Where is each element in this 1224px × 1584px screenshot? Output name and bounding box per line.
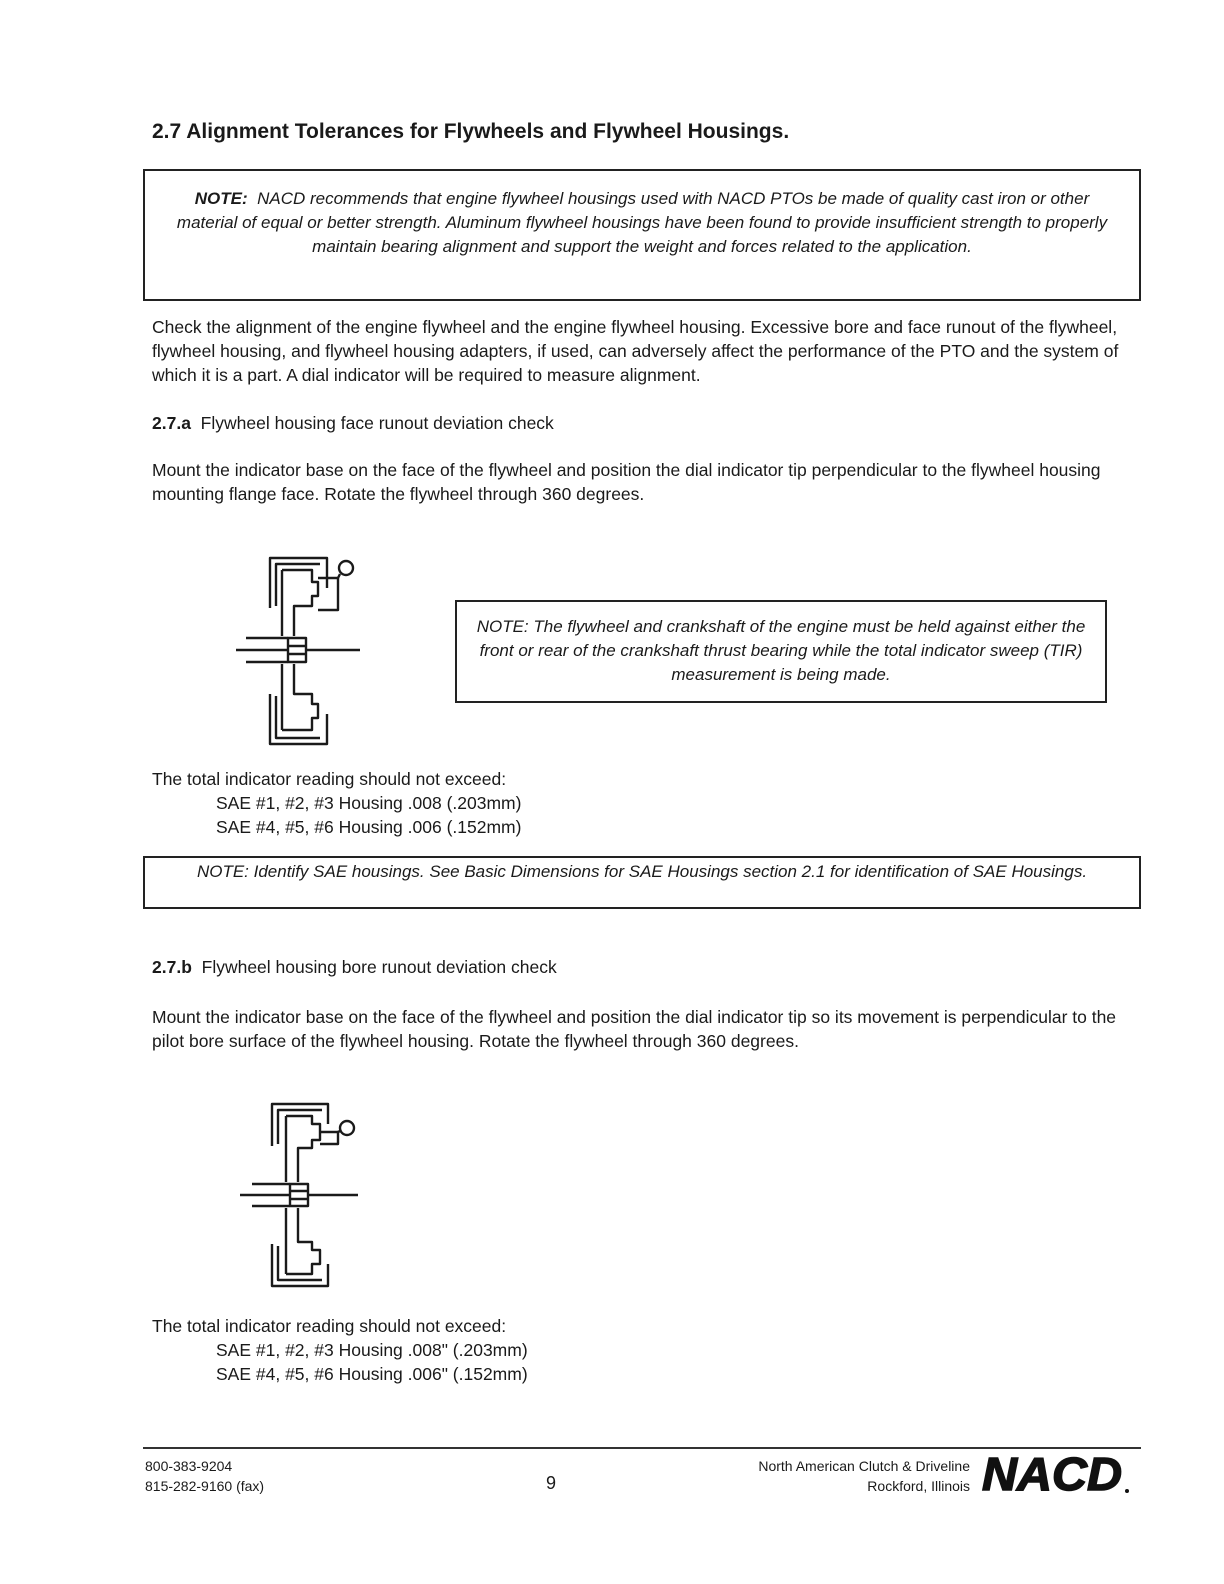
tir-b-intro: The total indicator reading should not exceed: (152, 1316, 507, 1336)
section-a-number: 2.7.a (152, 413, 191, 433)
crankshaft (236, 638, 360, 662)
dial-indicator-icon (320, 1121, 354, 1144)
nacd-logo (980, 1450, 1132, 1498)
section-b-heading (152, 955, 557, 979)
note-sae-box: NOTE: Identify SAE housings. See Basic Dimensions for SAE Housings section 2.1 for identification of SAE Housings. (143, 856, 1141, 909)
section-a-heading (152, 411, 554, 435)
nacd-logo-text: NACD (982, 1450, 1122, 1498)
crankshaft (240, 1184, 358, 1206)
section-a-tir (152, 767, 521, 839)
section-a-title: Flywheel housing face runout deviation check (200, 413, 554, 433)
note-top-text: NACD recommends that engine flywheel housings used with NACD PTOs be made of quality cast iron or other material of equal or better strength. Aluminum flywheel housings have been found to provide insufficient strength to properly maintain bearing alignment and support the weight and forces related to the application. (176, 189, 1108, 256)
tir-b-line-2: SAE #4, #5, #6 Housing .006" (.152mm) (216, 1364, 528, 1384)
note-top-box (143, 169, 1141, 301)
dial-indicator-icon (318, 561, 353, 610)
section-a-body: Mount the indicator base on the face of the flywheel and position the dial indicator tip perpendicular to the flywheel housing mounting flange face. Rotate the flywheel through 360 degrees. (152, 460, 1101, 504)
footer-phone: 800-383-9204 (145, 1458, 233, 1474)
section-b-tir (152, 1314, 528, 1386)
footer-location: Rockford, Illinois (867, 1478, 970, 1494)
page-number: 9 (546, 1473, 557, 1493)
footer-contact (145, 1456, 264, 1496)
intro-paragraph: Check the alignment of the engine flywheel and the engine flywheel housing. Excessive bore and face runout of the flywheel, flywheel housing, and flywheel housing adapters, if used, can adversely affect the performance of the PTO and the system of which it is a part. A dial indicator will be required to measure alignment. (152, 317, 1119, 385)
tir-b-line-1: SAE #1, #2, #3 Housing .008" (.203mm) (216, 1340, 528, 1360)
section-b-number: 2.7.b (152, 957, 192, 977)
footer-divider (143, 1447, 1141, 1449)
bore-runout-diagram (236, 1096, 366, 1292)
tir-a-line-1: SAE #1, #2, #3 Housing .008 (.203mm) (216, 793, 522, 813)
footer-fax: 815-282-9160 (fax) (145, 1478, 265, 1494)
footer-company-name: North American Clutch & Driveline (758, 1458, 970, 1474)
footer-company (700, 1456, 970, 1496)
tir-a-intro: The total indicator reading should not exceed: (152, 769, 507, 789)
face-runout-diagram (232, 548, 366, 752)
note-top-label: NOTE: (194, 189, 248, 208)
section-b-title: Flywheel housing bore runout deviation check (201, 957, 557, 977)
section-title: 2.7 Alignment Tolerances for Flywheels and Flywheel Housings. (152, 120, 790, 143)
tir-a-line-2: SAE #4, #5, #6 Housing .006 (.152mm) (216, 817, 522, 837)
section-b-body: Mount the indicator base on the face of the flywheel and position the dial indicator tip so its movement is perpendicular to the pilot bore surface of the flywheel housing. Rotate the flywheel through 360 degrees. (152, 1007, 1117, 1051)
note-thrust-bearing-box: NOTE: The flywheel and crankshaft of the engine must be held against either the front or rear of the crankshaft thrust bearing while the total indicator sweep (TIR) measurement is being made. (455, 600, 1107, 703)
